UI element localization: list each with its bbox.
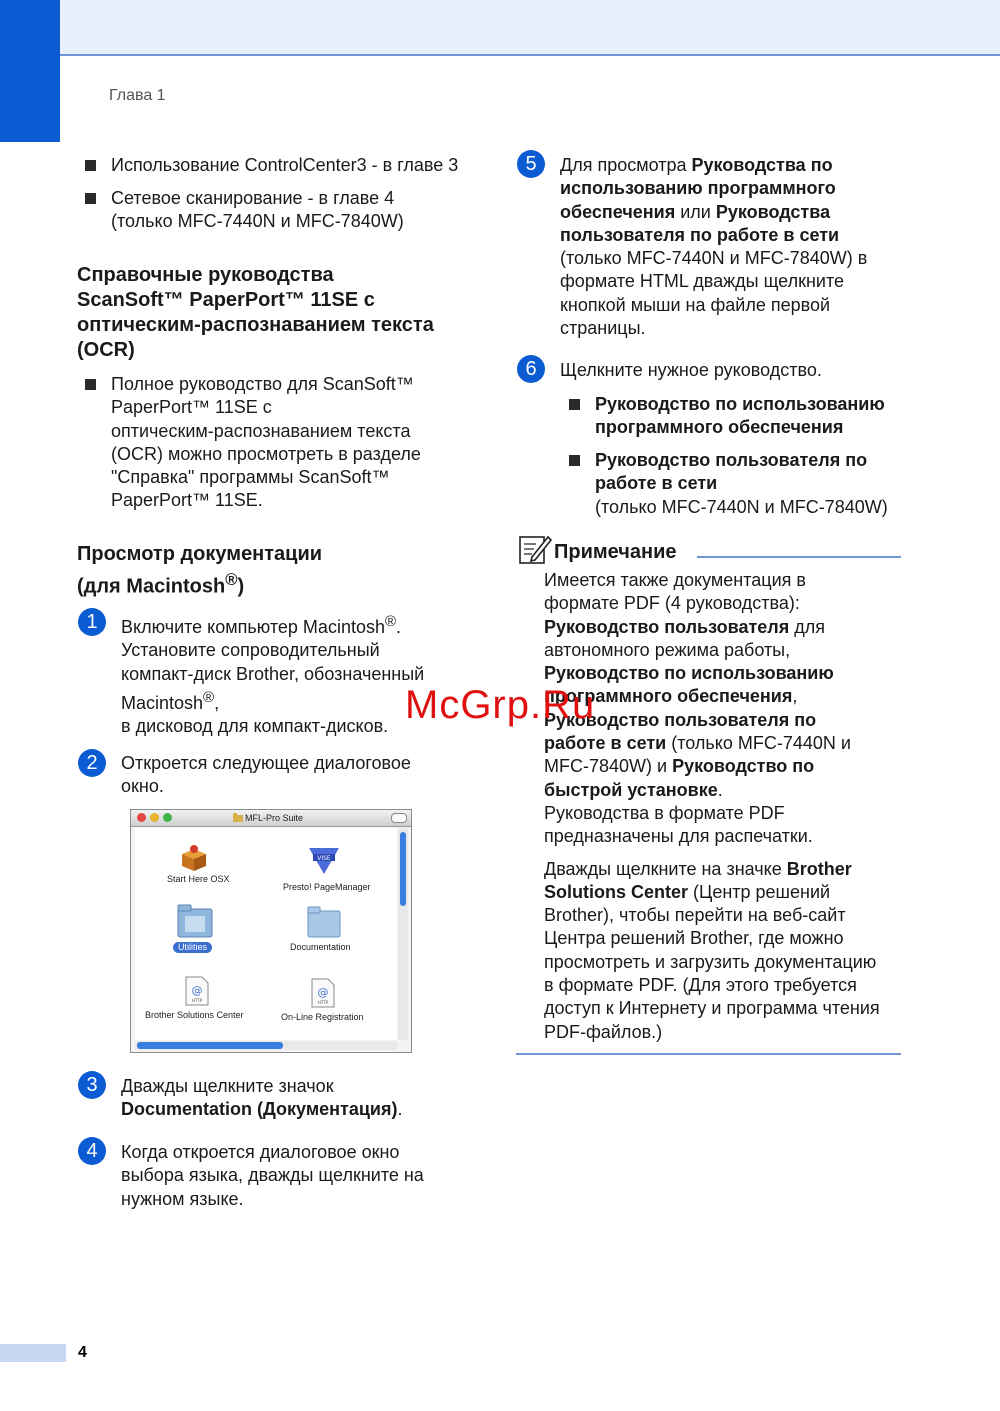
bullet-scansoft-guide (85, 373, 501, 513)
documentation-folder-icon[interactable] (307, 906, 341, 938)
window-content (135, 828, 397, 1040)
step-line: Установите сопроводительный (121, 640, 380, 661)
bullet-text: "Справка" программы ScanSoft™ (111, 467, 390, 488)
online-registration-icon[interactable] (311, 978, 335, 1008)
note-line: для (789, 616, 825, 637)
step-6-number: 6 (517, 355, 545, 383)
note-line: Руководства в формате PDF (544, 802, 785, 823)
svg-text:HTTP: HTTP (317, 1000, 329, 1005)
vertical-scroll-thumb[interactable] (400, 832, 406, 906)
note-line-bold: Solutions Center (544, 881, 689, 902)
bullet-text: Использование ControlCenter3 - в главе 3 (111, 155, 459, 175)
note-divider-top (697, 556, 901, 558)
folder-icon (233, 813, 243, 822)
registered-mark: ® (384, 613, 397, 630)
watermark: McGrp.Ru (405, 683, 596, 727)
note-body (544, 569, 904, 1053)
header-band (0, 0, 1000, 56)
note-line: доступ к Интернету и программа чтения (544, 998, 880, 1019)
note-line-bold: Руководство по (672, 756, 815, 777)
step-line: Включите компьютер Macintosh (121, 617, 385, 637)
step-line: (только MFC-7440N и MFC-7840W) в (560, 248, 868, 269)
title-line: оптическим-распознаванием текста (77, 314, 434, 336)
step-line: Откроется следующее диалоговое (121, 753, 411, 773)
title-line: ScanSoft™ PaperPort™ 11SE с (77, 289, 375, 311)
step-line: Macintosh (121, 692, 204, 713)
step-line: . (397, 1099, 403, 1120)
chapter-label: Глава 1 (109, 87, 166, 104)
step-5-number: 5 (517, 150, 545, 178)
svg-text:VISE: VISE (317, 855, 331, 862)
bullet-text-bold: Руководство по использованию (595, 394, 885, 414)
step-line: Дважды щелкните значок (121, 1076, 334, 1096)
note-line-bold: Brother (786, 858, 852, 879)
online-registration-label: On-Line Registration (281, 1012, 364, 1022)
note-line-bold: Руководство по использованию (544, 663, 834, 684)
note-line: формате PDF (4 руководства): (544, 593, 800, 614)
svg-text:HTTP: HTTP (191, 998, 203, 1003)
note-line: PDF-файлов.) (544, 1021, 663, 1042)
note-line: Имеется также документация в (544, 570, 806, 590)
note-line: . (717, 779, 723, 800)
bullet-network-scan (85, 187, 501, 234)
note-line-bold: работе в сети (544, 733, 667, 754)
step-6-text: Щелкните нужное руководство. (560, 360, 822, 380)
svg-text:@: @ (191, 984, 203, 997)
note-line: автономного режима работы, (544, 639, 791, 660)
page-number: 4 (78, 1344, 87, 1361)
note-line: Дважды щелкните на значке (544, 858, 787, 879)
bullet-text: оптическим-распознаванием текста (111, 420, 411, 441)
note-line-bold: Руководство пользователя (544, 616, 790, 637)
step-line-bold: Руководства (715, 201, 831, 222)
window-titlebar (131, 810, 411, 827)
bullet-text: (только MFC-7440N и MFC-7840W) (111, 211, 404, 232)
close-icon[interactable] (137, 813, 146, 822)
step-3-text (121, 1075, 481, 1122)
title-line: (OCR) (77, 339, 135, 361)
section-title-macintosh (77, 542, 487, 600)
note-line: Brother), чтобы перейти на веб-сайт (544, 905, 846, 926)
zoom-icon[interactable] (163, 813, 172, 822)
step-line: страницы. (560, 318, 646, 339)
title-line: Справочные руководства (77, 264, 334, 286)
horizontal-scrollbar[interactable] (135, 1041, 397, 1050)
bullet-text-bold: Руководство пользователя по (595, 450, 868, 470)
start-here-box-icon[interactable] (179, 842, 209, 872)
horizontal-scroll-thumb[interactable] (137, 1042, 283, 1049)
step-line: , (214, 692, 220, 713)
bullet-text: Полное руководство для ScanSoft™ (111, 374, 414, 394)
title-line: Просмотр документации (77, 543, 323, 565)
step-line: Для просмотра (560, 155, 692, 175)
note-pencil-icon (518, 533, 552, 565)
step-2-text (121, 752, 481, 799)
note-line: в формате PDF. (Для этого требуется (544, 975, 857, 996)
note-line: MFC-7840W) и (544, 756, 673, 777)
start-here-label: Start Here OSX (167, 874, 230, 884)
step-line: или (675, 201, 716, 222)
step-4-number: 4 (78, 1137, 106, 1165)
title-line: ) (237, 575, 245, 598)
note-paragraph-2 (544, 858, 904, 1044)
brother-solutions-center-icon[interactable] (185, 976, 209, 1006)
step-line: в дисковод для компакт-дисков. (121, 716, 389, 737)
note-line-bold: быстрой установке (544, 779, 718, 800)
step-3-number: 3 (78, 1071, 106, 1099)
note-line: просмотреть и загрузить документацию (544, 951, 877, 972)
window-title: MFL-Pro Suite (245, 813, 304, 823)
utilities-label: Utilities (173, 942, 212, 953)
step-line-bold: пользователя по работе в сети (560, 224, 840, 245)
step-line: выбора языка, дважды щелкните на (121, 1165, 424, 1186)
step-line-bold: обеспечения (560, 201, 676, 222)
bullet-text-bold: программного обеспечения (595, 417, 844, 438)
step-4-text (121, 1141, 481, 1211)
note-line: предназначены для распечатки. (544, 826, 813, 847)
presto-label: Presto! PageManager (283, 882, 371, 892)
bullet-text: Сетевое сканирование - в главе 4 (111, 188, 395, 208)
step-line-bold: Documentation (Документация) (121, 1099, 398, 1120)
svg-text:@: @ (317, 986, 329, 999)
bullet-software-guide (569, 393, 935, 440)
note-title: Примечание (554, 541, 677, 563)
step-line-bold: Руководства по (691, 155, 833, 175)
bullet-text: PaperPort™ 11SE. (111, 490, 263, 511)
registered-mark: ® (203, 688, 215, 706)
step-line: нужном языке. (121, 1188, 244, 1209)
note-divider-bottom (516, 1053, 901, 1055)
chapter-tab (0, 0, 60, 142)
minimize-icon[interactable] (150, 813, 159, 822)
mfl-pro-suite-window (130, 809, 412, 1053)
title-line: (для Macintosh (77, 575, 226, 598)
step-line: кнопкой мыши на файле первой (560, 294, 831, 315)
step-2-number: 2 (78, 749, 106, 777)
step-line: . (396, 617, 402, 637)
bullet-network-guide (569, 449, 935, 519)
step-5-text (560, 154, 905, 340)
note-line: Центра решений Brother, где можно (544, 928, 844, 949)
note-line: , (792, 686, 798, 707)
note-line: (только MFC-7440N и (666, 733, 851, 754)
bullet-text: (только MFC-7440N и MFC-7840W) (595, 496, 888, 517)
toolbar-toggle-icon[interactable] (391, 813, 407, 823)
note-line-bold: программного обеспечения (544, 686, 793, 707)
bullet-controlcenter (85, 154, 501, 177)
step-line: компакт-диск Brother, обозначенный (121, 663, 425, 684)
footer-band (0, 1344, 66, 1362)
note-line-bold: Руководство пользователя по (544, 709, 817, 730)
step-line-bold: использованию программного (560, 178, 836, 199)
presto-pagemanager-icon[interactable] (307, 846, 341, 876)
step-line: окно. (121, 776, 164, 797)
note-paragraph-1 (544, 569, 904, 849)
brother-solutions-center-label: Brother Solutions Center (145, 1010, 244, 1020)
registered-mark: ® (225, 570, 238, 589)
bullet-text-bold: работе в сети (595, 473, 718, 494)
bullet-text: PaperPort™ 11SE с (111, 397, 272, 418)
step-line: формате HTML дважды щелкните (560, 271, 845, 292)
documentation-label: Documentation (290, 942, 351, 952)
note-line: (Центр решений (688, 881, 831, 902)
step-1-number: 1 (78, 608, 106, 636)
utilities-folder-icon[interactable] (177, 904, 213, 938)
section-title-scansoft (77, 263, 487, 363)
bullet-text: (OCR) можно просмотреть в разделе (111, 443, 421, 464)
step-line: Когда откроется диалоговое окно (121, 1142, 400, 1162)
vertical-scrollbar[interactable] (398, 828, 408, 1040)
